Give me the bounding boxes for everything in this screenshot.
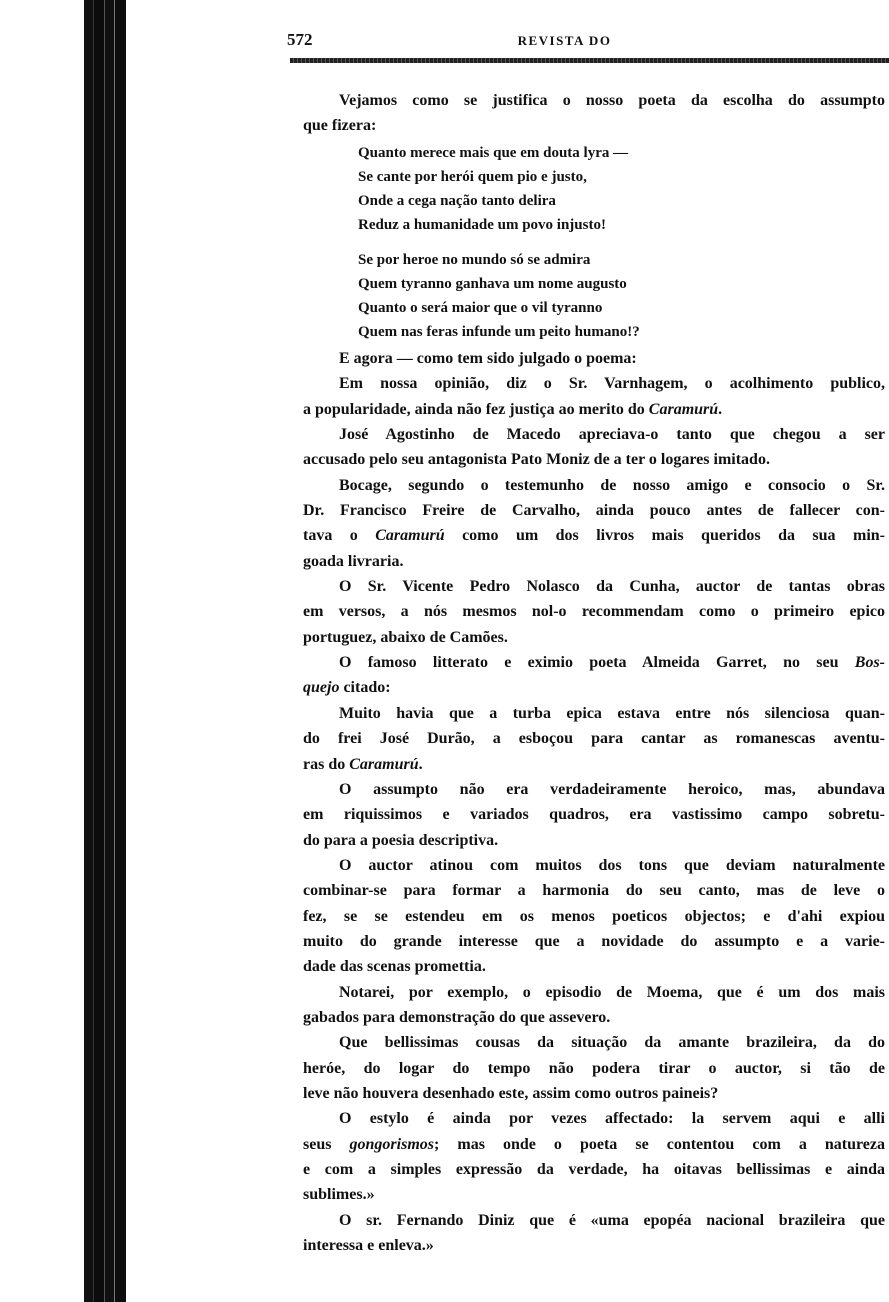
book-binding-gutter bbox=[84, 0, 126, 1302]
italic-title: quejo bbox=[303, 679, 340, 697]
text-line bbox=[303, 523, 885, 548]
verse-line: Onde a cega nação tanto delira bbox=[358, 193, 556, 209]
text-segment: O Sr. Vicente Pedro Nolasco da Cunha, auctor de tantas obras bbox=[339, 578, 885, 596]
text-line bbox=[303, 1182, 885, 1207]
text-line bbox=[303, 777, 885, 802]
verse-line: Quanto merece mais que em douta lyra — bbox=[358, 145, 629, 161]
text-line bbox=[303, 88, 885, 113]
page-number: 572 bbox=[287, 30, 313, 49]
text-segment: seus bbox=[303, 1135, 350, 1153]
italic-title: Caramurú bbox=[349, 755, 419, 773]
text-line bbox=[303, 1208, 885, 1233]
text-segment: gabados para demonstração do que assevero. bbox=[303, 1008, 611, 1026]
text-segment: José Agostinho de Macedo apreciava-o tanto que chegou a ser bbox=[339, 426, 885, 444]
text-line bbox=[303, 701, 885, 726]
text-segment: tava o bbox=[303, 527, 376, 545]
text-segment: combinar-se para formar a harmonia do seu canto, mas de leve o bbox=[303, 882, 885, 900]
text-segment: Em nossa opinião, diz o Sr. Varnhagem, o acolhimento publico, bbox=[339, 375, 885, 393]
text-line bbox=[303, 371, 885, 396]
verse-line: Se cante por herói quem pio e justo, bbox=[358, 169, 587, 185]
italic-title: gongorismos bbox=[349, 1135, 434, 1153]
text-line bbox=[303, 1233, 885, 1258]
text-line bbox=[303, 625, 885, 650]
text-line bbox=[303, 980, 885, 1005]
text-line bbox=[303, 447, 885, 472]
text-segment: accusado pelo seu antagonista Pato Moniz de a ter o logares imitado. bbox=[303, 451, 770, 469]
header-rule bbox=[290, 58, 889, 63]
running-title: REVISTA DO bbox=[517, 33, 612, 48]
text-line bbox=[303, 549, 885, 574]
text-line bbox=[303, 1106, 885, 1131]
text-segment: interessa e enleva.» bbox=[303, 1237, 434, 1255]
text-line bbox=[303, 346, 885, 371]
italic-title: Bos- bbox=[854, 654, 885, 672]
text-line bbox=[303, 574, 885, 599]
text-segment: citado: bbox=[339, 679, 391, 697]
text-line bbox=[303, 954, 885, 979]
text-segment: O estylo é ainda por vezes affectado: la servem aqui e alli bbox=[339, 1110, 885, 1128]
text-line bbox=[303, 929, 885, 954]
text-line bbox=[303, 650, 885, 675]
text-line bbox=[303, 422, 885, 447]
text-line bbox=[303, 113, 885, 138]
italic-title: Caramurú bbox=[375, 527, 445, 545]
text-segment: O auctor atinou com muitos dos tons que deviam naturalmente bbox=[339, 856, 885, 874]
text-line bbox=[303, 1132, 885, 1157]
text-segment: do para a poesia descriptiva. bbox=[303, 831, 499, 849]
text-line bbox=[303, 904, 885, 929]
text-segment: Que bellissimas cousas da situação da amante brazileira, da do bbox=[339, 1034, 885, 1052]
text-segment: a popularidade, ainda não fez justiça ao merito do bbox=[303, 400, 649, 418]
text-segment: Dr. Francisco Freire de Carvalho, ainda pouco antes de fallecer con- bbox=[303, 502, 885, 520]
text-line bbox=[303, 498, 885, 523]
verse-line: Reduz a humanidade um povo injusto! bbox=[358, 217, 606, 233]
text-segment: E agora — como tem sido julgado o poema: bbox=[339, 350, 637, 367]
text-segment: dade das scenas promettia. bbox=[303, 958, 486, 976]
text-line bbox=[303, 726, 885, 751]
text-segment: goada livraria. bbox=[303, 552, 404, 570]
text-segment: O sr. Fernando Diniz que é «uma epopéa nacional brazileira que bbox=[339, 1211, 885, 1229]
text-line bbox=[303, 802, 885, 827]
text-segment: Vejamos como se justifica o nosso poeta da escolha do assumpto bbox=[339, 92, 885, 109]
text-line bbox=[303, 599, 885, 624]
text-segment: portuguez, abaixo de Camões. bbox=[303, 628, 508, 646]
text-line bbox=[303, 397, 885, 422]
text-line bbox=[303, 1157, 885, 1182]
text-segment: Notarei, por exemplo, o episodio de Moema, que é um dos mais bbox=[339, 983, 885, 1001]
text-line bbox=[303, 1056, 885, 1081]
text-segment: em versos, a nós mesmos nol-o recommendam como o primeiro epico bbox=[303, 603, 885, 621]
text-segment: . bbox=[718, 400, 723, 418]
text-line bbox=[303, 675, 885, 700]
text-line bbox=[303, 1081, 885, 1106]
text-segment: como um dos livros mais queridos da sua min- bbox=[444, 527, 885, 545]
text-segment: ; mas onde o poeta se contentou com a natureza bbox=[433, 1135, 886, 1153]
verse-line: Quem nas feras infunde um peito humano!? bbox=[358, 324, 640, 340]
text-segment: do frei José Durão, a esboçou para cantar as romanescas aventu- bbox=[303, 730, 885, 748]
text-segment: sublimes.» bbox=[303, 1186, 375, 1204]
text-segment: fez, se se estendeu em os menos poeticos objectos; e d'ahi expiou bbox=[303, 907, 885, 925]
text-segment: leve não houvera desenhado este, assim como outros paineis? bbox=[303, 1084, 719, 1102]
text-segment: e com a simples expressão da verdade, ha oitavas bellissimas e ainda bbox=[303, 1161, 885, 1178]
intro-paragraph bbox=[303, 88, 885, 138]
italic-title: Caramurú bbox=[648, 400, 719, 418]
text-segment: muito do grande interesse que a novidade do assumpto e a varie- bbox=[303, 932, 885, 950]
text-line bbox=[303, 1005, 885, 1030]
text-segment: Bocage, segundo o testemunho de nosso amigo e consocio o Sr. bbox=[339, 476, 885, 494]
verse-line: Quanto o será maior que o vil tyranno bbox=[358, 300, 603, 316]
text-segment: em riquissimos e variados quadros, era vastissimo campo sobretu- bbox=[303, 806, 885, 824]
text-line bbox=[303, 1030, 885, 1055]
verse-line: Quem tyranno ganhava um nome augusto bbox=[358, 276, 627, 292]
text-segment: ras do bbox=[303, 755, 350, 773]
text-segment: que fizera: bbox=[303, 117, 377, 134]
text-segment: . bbox=[418, 755, 423, 773]
text-line bbox=[303, 473, 885, 498]
text-line bbox=[303, 828, 885, 853]
body-text bbox=[303, 346, 885, 1258]
text-segment: O famoso litterato e eximio poeta Almeida Garret, no seu bbox=[339, 654, 855, 672]
text-segment: O assumpto não era verdadeiramente heroico, mas, abundava bbox=[339, 780, 885, 798]
verse-stanza-2 bbox=[358, 248, 640, 344]
text-line bbox=[303, 853, 885, 878]
text-line bbox=[303, 752, 885, 777]
text-line bbox=[303, 878, 885, 903]
text-segment: heróe, do logar do tempo não podera tirar o auctor, si tão de bbox=[303, 1059, 885, 1077]
verse-stanza-1 bbox=[358, 141, 628, 237]
verse-line: Se por heroe no mundo só se admira bbox=[358, 252, 591, 268]
text-segment: Muito havia que a turba epica estava entre nós silenciosa quan- bbox=[339, 704, 885, 722]
